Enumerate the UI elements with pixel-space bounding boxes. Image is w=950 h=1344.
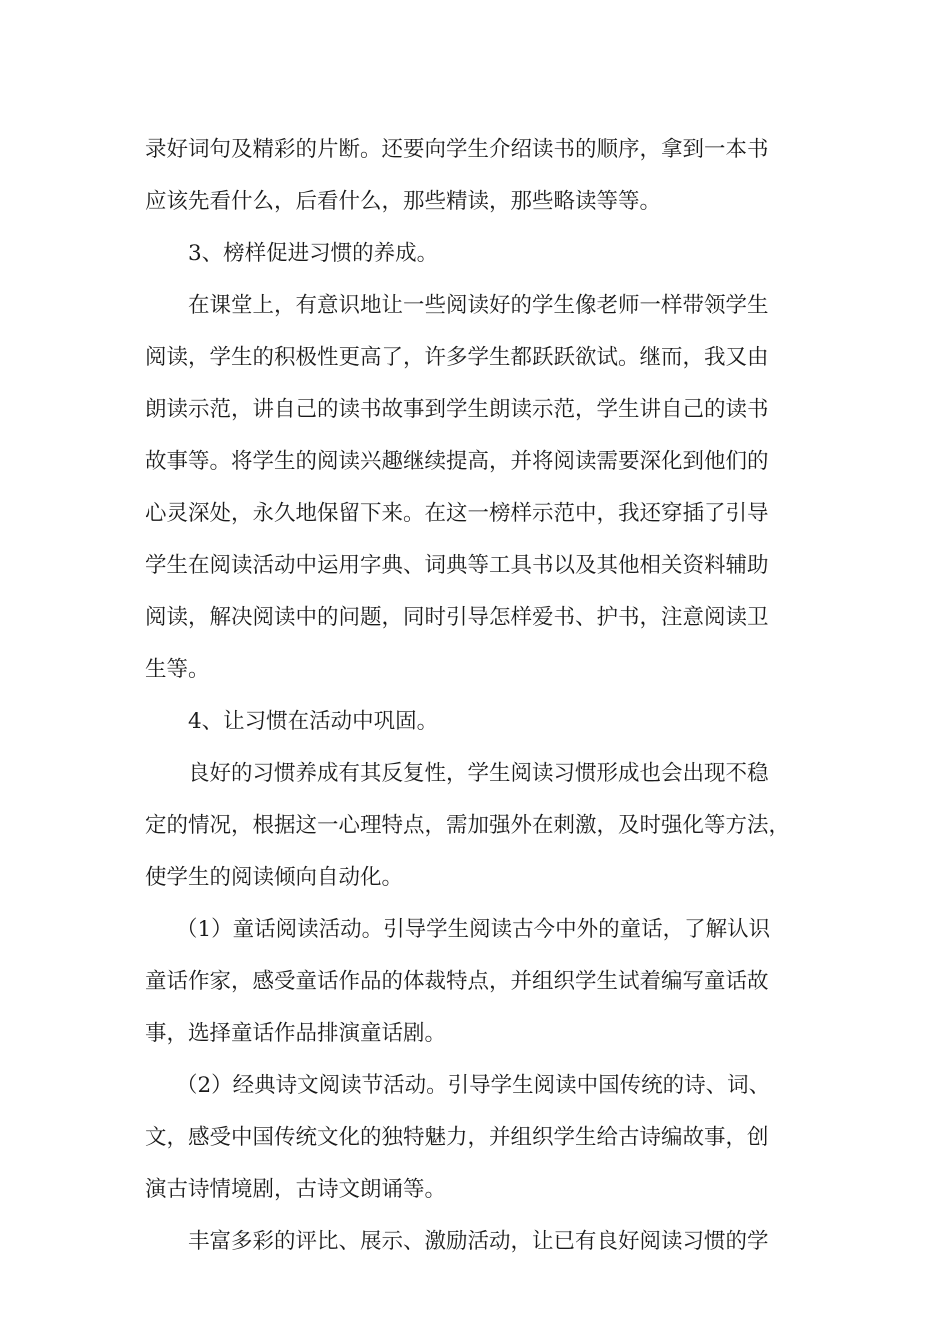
paragraph-first-line: 良好的习惯养成有其反复性，学生阅读习惯形成也会出现不稳 [188,761,769,786]
list-item-first-line: （1）童话阅读活动。引导学生阅读古今中外的童话，了解认识 [176,917,771,942]
text-line: 使学生的阅读倾向自动化。 [145,865,404,890]
text-line: 朗读示范，讲自己的读书故事到学生朗读示范，学生讲自己的读书 [145,397,769,422]
text-line: 事，选择童话作品排演童话剧。 [145,1021,447,1046]
paragraph-first-line: 在课堂上，有意识地让一些阅读好的学生像老师一样带领学生 [188,293,769,318]
text-line: 生等。 [145,657,210,682]
text-line: 文，感受中国传统文化的独特魅力，并组织学生给古诗编故事，创 [145,1125,769,1150]
text-line: 童话作家，感受童话作品的体裁特点，并组织学生试着编写童话故 [145,969,769,994]
text-line: 演古诗情境剧，古诗文朗诵等。 [145,1177,447,1202]
text-line: 阅读，解决阅读中的问题，同时引导怎样爱书、护书，注意阅读卫 [145,605,769,630]
section-heading: 4、让习惯在活动中巩固。 [188,709,439,734]
text-line: 应该先看什么，后看什么，那些精读，那些略读等等。 [145,189,662,214]
text-line: 心灵深处，永久地保留下来。在这一榜样示范中，我还穿插了引导 [145,501,769,526]
list-item-first-line: （2）经典诗文阅读节活动。引导学生阅读中国传统的诗、词、 [176,1073,771,1098]
text-line: 学生在阅读活动中运用字典、词典等工具书以及其他相关资料辅助 [145,553,769,578]
text-line: 阅读，学生的积极性更高了，许多学生都跃跃欲试。继而，我又由 [145,345,769,370]
section-heading: 3、榜样促进习惯的养成。 [188,241,439,266]
text-line: 故事等。将学生的阅读兴趣继续提高，并将阅读需要深化到他们的 [145,449,769,474]
paragraph-first-line: 丰富多彩的评比、展示、激励活动，让已有良好阅读习惯的学 [188,1229,769,1254]
text-line: 定的情况，根据这一心理特点，需加强外在刺激，及时强化等方法， [145,813,791,838]
text-line: 录好词句及精彩的片断。还要向学生介绍读书的顺序，拿到一本书 [145,137,769,162]
